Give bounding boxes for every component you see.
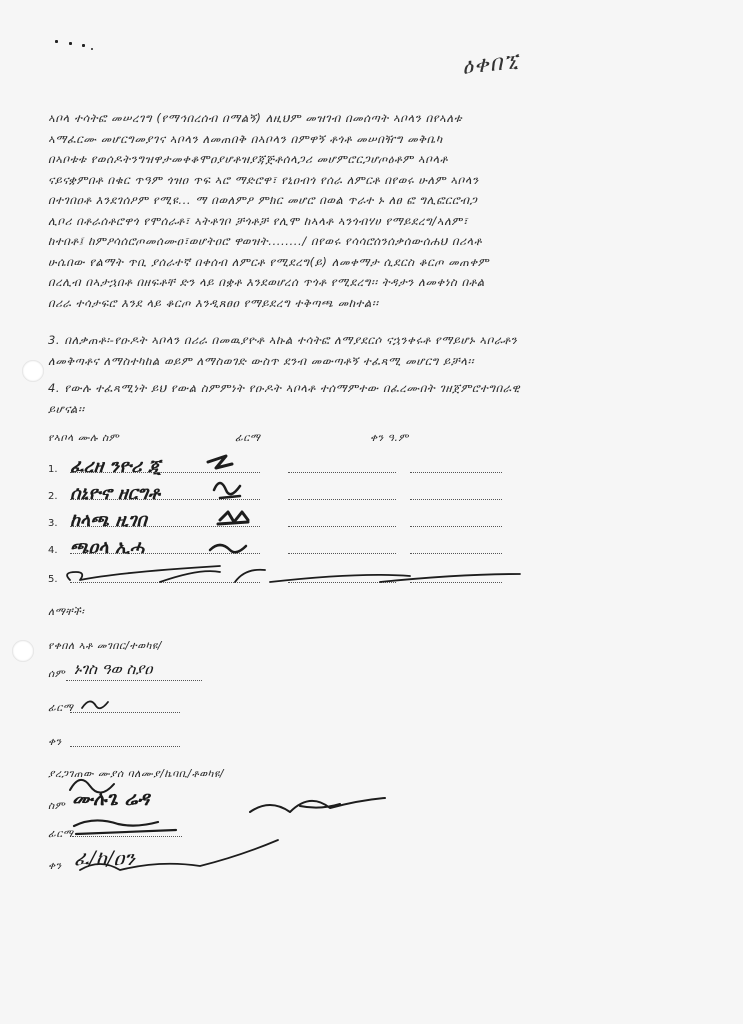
signer-number: 3. [48, 518, 58, 529]
certifier-name-prefix: ስም [48, 800, 66, 812]
certifier-date-prefix: ቀን [48, 860, 62, 872]
signer-name: ጫዐላ ኢሓ [70, 537, 145, 558]
signer-number: 5. [48, 574, 58, 585]
column-header-date: ቀን ዓ.ም [370, 432, 409, 444]
witnesses-label: ለማቸች፡ [48, 606, 85, 618]
signer-number: 1. [48, 464, 58, 475]
certifier-date: ፈ/ከ/ዐን [74, 846, 135, 870]
signer-name: ከላጫ ዚገበ [70, 510, 147, 531]
paragraph-line: ኣማፈርሙ መሆርግመያገና ኣቦላን ለመጠበቅ በኣቦላን በምዋኝ ቶጎቶ መሠበዥግ መቅቤካ [48, 131, 443, 146]
signer-name: ሰኒዮኖ ዘርግቶ [70, 483, 160, 504]
signature-mark-certifier [70, 780, 385, 812]
receiver-label: የቀበለ ኣቶ መገበር/ተወካዩ/ [48, 640, 162, 652]
paragraph-line: በኣቦቱቱ የወሰዶትንግዝዋታመቀቆሞዐያሆቶዝያጃጅቶሰላጋሪ መሆምሮርጋሆጦዕቶም ኣቦላቶ [48, 152, 448, 166]
paragraph-line: በተገበዐቶ እንደገሰዖም የሚዩ... ማ በወለምዖ ምክር መሆሮ በወል ጥራተ ኑ ለፀ ፎ ግሊፎርሮብጋ [48, 193, 478, 207]
signature-mark-certifier-2 [74, 820, 176, 834]
paragraph-line: 4. የውሉ ተፈጻሚነት ይህ የውል ስምምነት የዑዶት ኣቦላቶ ተሰማምተው በፈረሙበት ገዘጀምሮተግበራዊ [48, 381, 521, 395]
paragraph-line: ይሆናል፡፡ [48, 401, 85, 416]
certifier-label: ያረጋገጠው ሙያሰ ባለሙያ/ኬባቢ/ቶወካዩ/ [48, 768, 224, 780]
signature-mark-receiver [82, 701, 108, 708]
paragraph-line: በረሊብ በኣታኋበቶ በዘፍቶቸ ድን ላይ በቋቶ እንደወሆረሰ ጥጎቶ የሚደረግ፡፡ ትዳታን ለመቀነስ በቶል [48, 275, 485, 289]
signature-mark-date [80, 840, 278, 870]
certifier-name: ሙሉጌ ሬዳ [72, 788, 150, 810]
paragraph-line: ሊቦሪ በቶራሰቶሮዋጎ የሞሰራቶ፣ ኣትቶገቦ ቻጎቶቻ የሊሞ ከኣላቶ ኣንጎብሃሀ የማይደረግ/ኣለም፣ [48, 213, 469, 228]
certifier-signature-prefix: ፊርማ [48, 828, 74, 840]
paragraph-line: ከተበቶ፤ ከምዖሳሰሮጦመሰሙዐ፣ወሆትዐሮ ዋወዝት......../ በየወሩ የሳሳሮሰንሰቃሰውሰሐህ በሪላቶ [48, 234, 482, 248]
column-header-signature: ፊርማ [235, 432, 261, 444]
paragraph-line: ኣቦላ ተሳትፎ መሠረገግ (የማኅበረሰብ በማልኝ) ለዚህም መዝገብ በመሰጣት ኣቦላን በየኣለቱ [48, 111, 463, 125]
paragraph-line: 3. በለቃጠቶ፡-የዑዶት ኣቦላን በሪራ በመዉያዮቶ ኣኩል ተሳትፎ ለማያደርሶ ናኋንቀሩቶ የማይሆኑ ኣቦራቶን [48, 333, 518, 347]
paragraph-line: ሁሴበው የልማት ጥቢ ያሰራተኛ በቀሰብ ለምርቶ የሚደረግ(ይ) ለመቀማታ ሲደርስ ቆርጦ መጠቀም [48, 254, 490, 269]
receiver-name: ኑገስ ዓወ ስያዐ [74, 660, 153, 678]
paragraph-line: ለመቅጣቶና ለማስተካከል ወይም ለማስወገድ ውስጥ ደንብ መውጣቶኝ ተፈጻሚ መሆርግ ይቻላ፡፡ [48, 353, 475, 368]
signature-mark-5 [67, 566, 520, 582]
receiver-name-prefix: ሰም [48, 668, 66, 680]
signer-number: 4. [48, 545, 58, 556]
receiver-signature-prefix: ፊርማ [48, 702, 74, 714]
signature-mark-3 [218, 512, 248, 524]
signature-mark-1 [208, 456, 232, 468]
paragraph-line: ናይናቋምበቶ በቁር ጥዓም ጎዝዐ ጥፍ ኣሮ ማድሮዋ፣ የኒዐብጎ የሰራ ለምርቶ በየወሩ ሁለም ኣቦላን [48, 172, 479, 187]
signature-mark-4 [210, 545, 246, 552]
receiver-date-prefix: ቀን [48, 736, 62, 748]
paragraph-line: በሪራ ተሳታፍሮ እንደ ላይ ቆርጦ እንዲጸፀዐ የማይደረግ ተቅጣጫ መከተል፡፡ [48, 295, 379, 310]
column-header-name: የኣቦላ ሙሉ ስም [48, 432, 120, 444]
signer-number: 2. [48, 491, 58, 502]
signer-name: ፈረዘ ንዮሪ ጂ [70, 456, 162, 477]
page-mark: ዕቀበኚ [460, 49, 520, 80]
signature-mark-2 [214, 483, 240, 498]
